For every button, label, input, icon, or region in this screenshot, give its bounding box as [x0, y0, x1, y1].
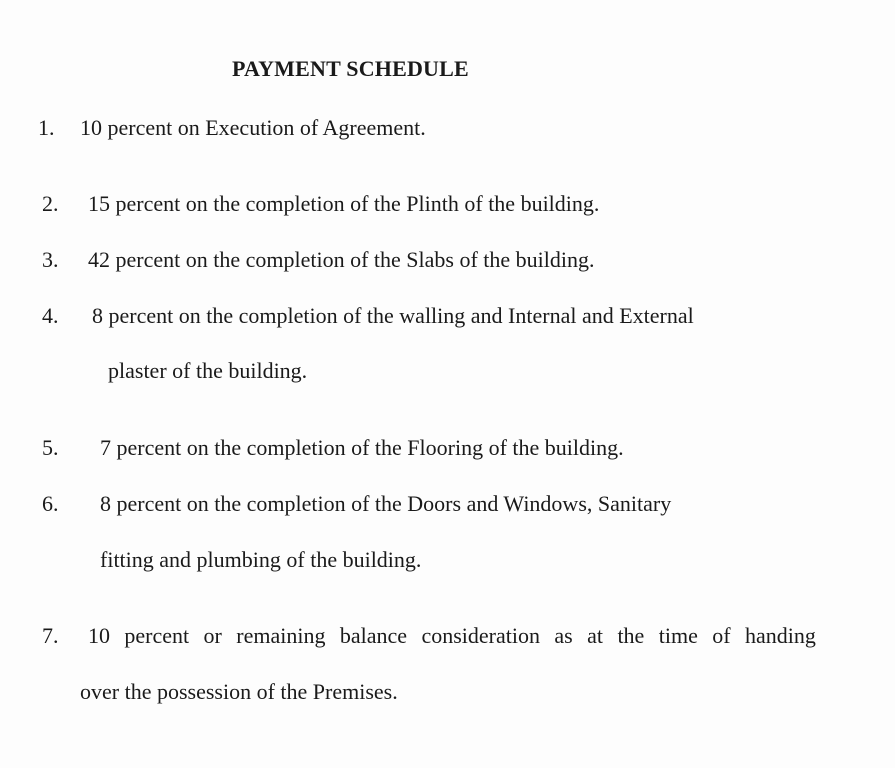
item-6-number: 6. — [42, 491, 59, 516]
item-7-number: 7. — [42, 623, 59, 648]
item-7-word: consideration — [421, 623, 540, 648]
item-7-word: of — [712, 623, 731, 648]
item-7-text-line-2: over the possession of the Premises. — [80, 679, 398, 704]
item-7-word: as — [554, 623, 573, 648]
item-3-number: 3. — [42, 247, 59, 272]
item-4-text-line-1: 8 percent on the completion of the walling and Internal and External — [92, 303, 694, 328]
item-5-text: 7 percent on the completion of the Flooring of the building. — [100, 435, 624, 460]
item-6-text-line-2: fitting and plumbing of the building. — [100, 547, 422, 572]
item-6-text-line-1: 8 percent on the completion of the Doors and Windows, Sanitary — [100, 491, 672, 516]
item-4-text-line-2: plaster of the building. — [108, 358, 308, 383]
item-7-word: or — [203, 623, 222, 648]
item-7-word: at — [587, 623, 604, 648]
item-7-word: time — [658, 623, 698, 648]
item-2-text: 15 percent on the completion of the Plinth of the building. — [88, 191, 600, 216]
item-3-text: 42 percent on the completion of the Slabs of the building. — [88, 247, 595, 272]
item-7-word: remaining — [236, 623, 326, 648]
item-7-word: balance — [339, 623, 408, 648]
item-7-word: 10 — [88, 623, 110, 648]
item-7-word: handing — [744, 623, 816, 648]
document-title: PAYMENT SCHEDULE — [232, 56, 469, 81]
item-2-number: 2. — [42, 191, 59, 216]
item-1-number: 1. — [38, 115, 55, 140]
item-7-word: the — [617, 623, 645, 648]
item-1-text: 10 percent on Execution of Agreement. — [80, 115, 426, 140]
item-5-number: 5. — [42, 435, 59, 460]
item-4-number: 4. — [42, 303, 59, 328]
item-7-text-line-1 — [88, 622, 816, 650]
item-7-word: percent — [124, 623, 190, 648]
